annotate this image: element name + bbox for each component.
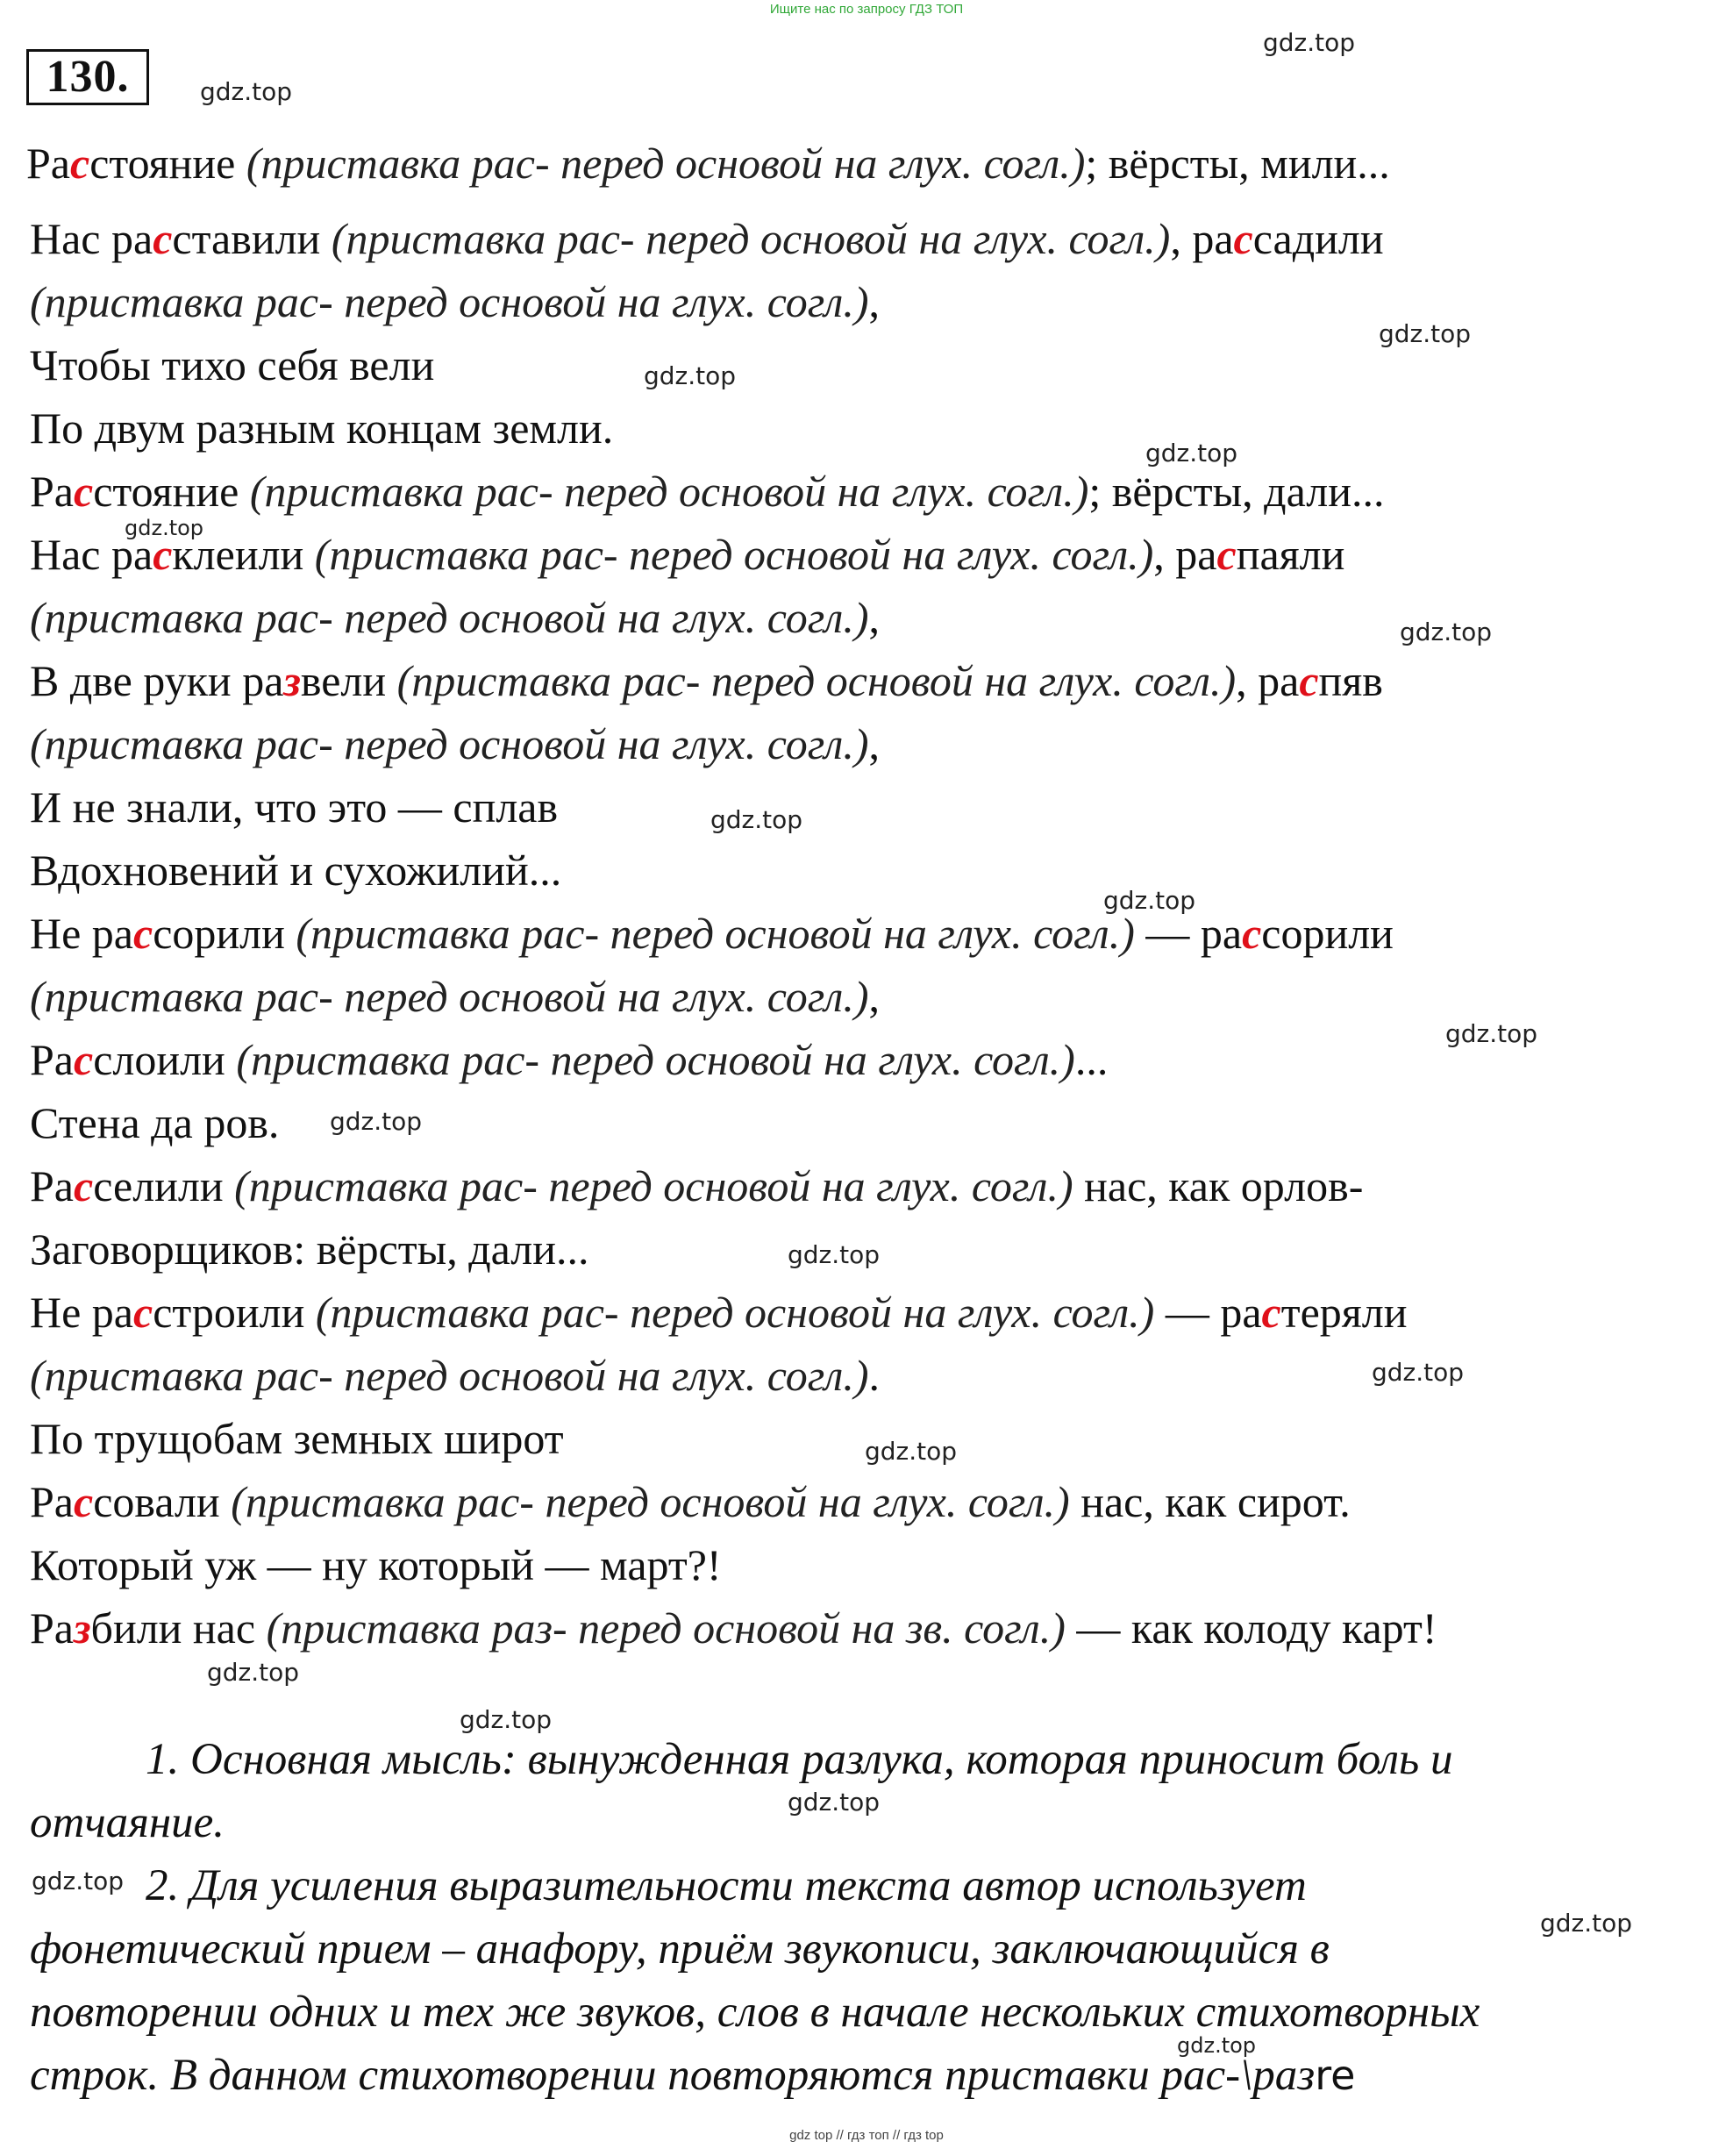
highlight-letter: з [74, 1603, 91, 1653]
watermark: gdz.top [1263, 28, 1356, 57]
grammar-note: (приставка рас- перед основой на глух. согл.) [30, 719, 869, 768]
grammar-note: (приставка рас- перед основой на глух. согл.) [315, 1288, 1155, 1337]
grammar-note: (приставка раз- перед основой на зв. согл.) [266, 1603, 1066, 1653]
analysis-p1-line2: отчаяние. [30, 1798, 225, 1847]
poem-line-15: Расслоили (приставка рас- перед основой на глух. согл.)... [30, 1035, 1109, 1084]
watermark: gdz.top [865, 1437, 958, 1466]
footer: gdz top // гдз топ // гдз top [789, 2128, 944, 2143]
grammar-note: (приставка рас- перед основой на глух. согл.) [396, 656, 1237, 705]
poem-line-12: Вдохновений и сухожилий... [30, 846, 562, 895]
watermark: gdz.top [125, 516, 204, 540]
watermark: gdz.top [1103, 886, 1196, 915]
grammar-note: (приставка рас- перед основой на глух. согл.) [30, 277, 869, 326]
grammar-note: (приставка рас- перед основой на глух. согл.) [246, 139, 1086, 188]
highlight-letter: с [1299, 656, 1319, 705]
poem-line-4: Чтобы тихо себя вели [30, 340, 435, 389]
poem-line-3: (приставка рас- перед основой на глух. согл.), [30, 277, 880, 326]
watermark: gdz.top [207, 1658, 300, 1687]
highlight-letter: с [1242, 909, 1262, 958]
watermark: gdz.top [1445, 1019, 1538, 1048]
watermark: gdz.top [710, 805, 803, 834]
poem-line-20: (приставка рас- перед основой на глух. согл.). [30, 1351, 880, 1400]
watermark: gdz.top [32, 1867, 125, 1895]
watermark: gdz.top [1372, 1358, 1465, 1387]
grammar-note: (приставка рас- перед основой на глух. согл.) [30, 593, 869, 642]
highlight-letter: с [74, 1161, 94, 1210]
watermark: gdz.top [1379, 319, 1472, 348]
watermark: gdz.top [200, 77, 293, 106]
poem-line-23: Который уж — ну который — март?! [30, 1540, 722, 1589]
analysis-p2-line4: строк. В данном стихотворении повторяются приставки рас-\разre [30, 2051, 1356, 2100]
grammar-note: (приставка рас- перед основой на глух. согл.) [234, 1161, 1073, 1210]
top-banner[interactable]: Ищите нас по запросу ГДЗ ТОП [769, 2, 964, 17]
cut-off-text: re [1315, 2052, 1356, 2099]
poem-line-9: В две руки развели (приставка рас- перед основой на глух. согл.), распяв [30, 656, 1383, 705]
poem-line-5: По двум разным концам земли. [30, 403, 614, 453]
highlight-letter: з [283, 656, 301, 705]
poem-line-19: Не расстроили (приставка рас- перед основой на глух. согл.) — растеряли [30, 1288, 1408, 1337]
poem-line-11: И не знали, что это — сплав [30, 782, 559, 832]
grammar-note: (приставка рас- перед основой на глух. согл.) [231, 1477, 1070, 1526]
highlight-letter: с [74, 1035, 94, 1084]
analysis-p1-line1: 1. Основная мысль: вынужденная разлука, которая приносит боль и [146, 1735, 1453, 1784]
highlight-letter: с [70, 139, 90, 188]
poem-line-8: (приставка рас- перед основой на глух. согл.), [30, 593, 880, 642]
poem-line-22: Рассовали (приставка рас- перед основой на глух. согл.) нас, как сирот. [30, 1477, 1351, 1526]
grammar-note: (приставка рас- перед основой на глух. согл.) [296, 909, 1135, 958]
analysis-p2-line3: повторении одних и тех же звуков, слов в начале нескольких стихотворных [30, 1988, 1480, 2037]
watermark: gdz.top [1540, 1909, 1633, 1938]
watermark: gdz.top [644, 361, 737, 390]
watermark: gdz.top [1177, 2033, 1257, 2058]
poem-line-7: Нас расклеили (приставка рас- перед основой на глух. согл.), распаяли [30, 530, 1345, 579]
highlight-letter: с [133, 1288, 153, 1337]
poem-line-14: (приставка рас- перед основой на глух. согл.), [30, 972, 880, 1021]
poem-line-13: Не рассорили (приставка рас- перед основой на глух. согл.) — рассорили [30, 909, 1394, 958]
watermark: gdz.top [460, 1705, 553, 1734]
watermark: gdz.top [788, 1240, 881, 1269]
grammar-note: (приставка рас- перед основой на глух. согл.) [331, 214, 1171, 263]
grammar-note: (приставка рас- перед основой на глух. согл.) [236, 1035, 1075, 1084]
highlight-letter: с [153, 214, 173, 263]
highlight-letter: с [74, 467, 94, 516]
poem-line-2: Нас расставили (приставка рас- перед основой на глух. согл.), рассадили [30, 214, 1384, 263]
poem-line-10: (приставка рас- перед основой на глух. согл.), [30, 719, 880, 768]
watermark: gdz.top [330, 1107, 423, 1136]
analysis-p2-line1: 2. Для усиления выразительности текста автор использует [146, 1861, 1307, 1910]
poem-line-17: Расселили (приставка рас- перед основой на глух. согл.) нас, как орлов- [30, 1161, 1364, 1210]
grammar-note: (приставка рас- перед основой на глух. согл.) [314, 530, 1154, 579]
grammar-note: (приставка рас- перед основой на глух. согл.) [249, 467, 1089, 516]
poem-line-6: Расстояние (приставка рас- перед основой на глух. согл.); вёрсты, дали... [30, 467, 1385, 516]
highlight-letter: с [1216, 530, 1237, 579]
grammar-note: (приставка рас- перед основой на глух. согл.) [30, 1351, 869, 1400]
poem-line-18: Заговорщиков: вёрсты, дали... [30, 1224, 589, 1274]
poem-line-21: По трущобам земных широт [30, 1414, 564, 1463]
exercise-number: 130. [26, 49, 149, 105]
watermark: gdz.top [1145, 439, 1238, 468]
poem-line-24: Разбили нас (приставка раз- перед основой на зв. согл.) — как колоду карт! [30, 1603, 1437, 1653]
watermark: gdz.top [788, 1788, 881, 1817]
highlight-letter: с [1233, 214, 1253, 263]
highlight-letter: с [133, 909, 153, 958]
highlight-letter: с [74, 1477, 94, 1526]
highlight-letter: с [153, 530, 173, 579]
watermark: gdz.top [1400, 618, 1493, 646]
poem-line-1: Расстояние (приставка рас- перед основой на глух. согл.); вёрсты, мили... [26, 139, 1390, 188]
grammar-note: (приставка рас- перед основой на глух. согл.) [30, 972, 869, 1021]
analysis-p2-line2: фонетический прием – анафору, приём звукописи, заключающийся в [30, 1924, 1330, 1974]
highlight-letter: с [1261, 1288, 1281, 1337]
poem-line-16: Стена да ров. [30, 1098, 280, 1147]
